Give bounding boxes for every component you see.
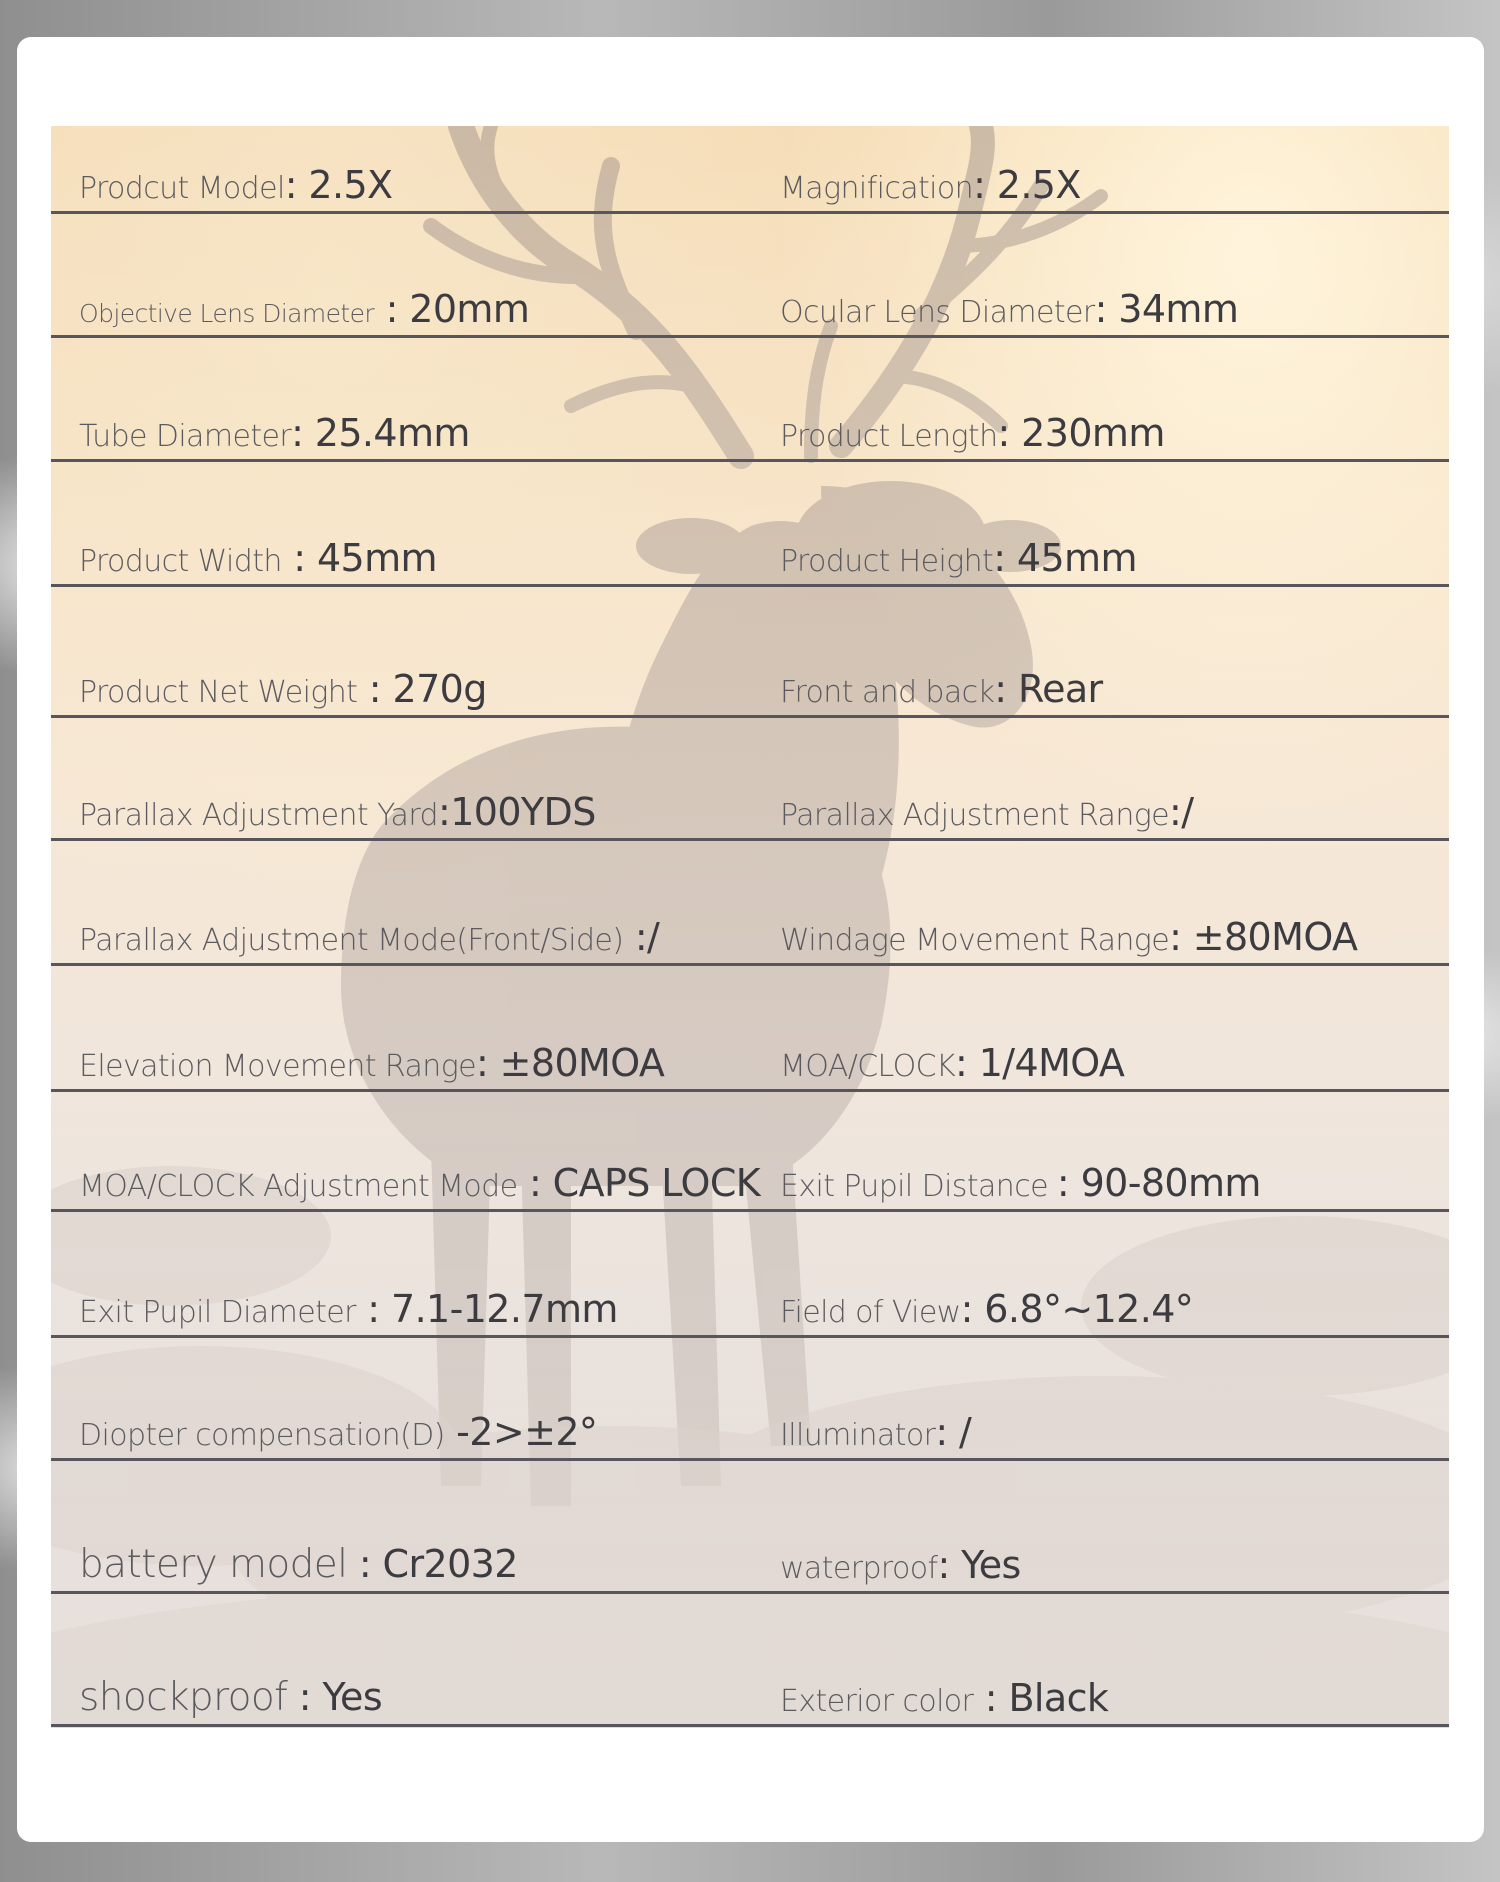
spec-card	[17, 37, 1484, 1842]
spec-value: : 45mm	[993, 536, 1137, 580]
spec-table	[51, 126, 1449, 1728]
spec-right-cell	[780, 536, 1137, 580]
spec-label: Front and back	[780, 675, 995, 710]
spec-label: Field of View	[780, 1295, 961, 1330]
spec-left-cell	[79, 790, 596, 834]
spec-right-cell	[780, 915, 1357, 959]
spec-value: : Rear	[994, 667, 1103, 711]
spec-right-cell	[780, 1041, 1124, 1085]
spec-label: Product Net Weight	[79, 675, 358, 710]
spec-right-cell	[780, 163, 1081, 207]
spec-label: Ocular Lens Diameter	[780, 295, 1095, 330]
spec-value: : 34mm	[1094, 287, 1239, 331]
spec-row	[51, 1461, 1449, 1594]
spec-value: :/	[1169, 790, 1194, 834]
spec-right-cell	[780, 1161, 1261, 1205]
spec-right-cell	[780, 1410, 971, 1454]
spec-label: Elevation Movement Range	[79, 1049, 476, 1084]
spec-left-cell	[79, 1542, 518, 1587]
spec-right-cell	[780, 1287, 1193, 1331]
spec-left-cell	[79, 1161, 760, 1205]
spec-left-cell	[79, 1410, 597, 1454]
spec-value: : Yes	[937, 1543, 1021, 1587]
spec-left-cell	[79, 1041, 664, 1085]
spec-left-cell	[79, 536, 437, 580]
spec-label: Illuminator	[780, 1418, 936, 1453]
spec-right-cell	[780, 1676, 1108, 1720]
spec-label: Parallax Adjustment Mode(Front/Side)	[79, 923, 624, 958]
spec-row	[51, 126, 1449, 214]
spec-value: : 25.4mm	[291, 411, 470, 455]
spec-left-cell	[79, 1675, 382, 1720]
spec-value: : 6.8°~12.4°	[960, 1287, 1194, 1331]
spec-right-cell	[780, 667, 1103, 711]
spec-label: Objective Lens Diameter	[79, 299, 375, 328]
spec-label: Exterior color	[780, 1684, 974, 1719]
spec-value: : 45mm	[281, 536, 437, 580]
spec-label: waterproof	[780, 1551, 938, 1586]
spec-row	[51, 1212, 1449, 1338]
spec-label: Diopter compensation(D)	[79, 1418, 445, 1453]
spec-value: : 20mm	[374, 287, 530, 331]
spec-value: : 1/4MOA	[955, 1041, 1125, 1085]
spec-value: : 230mm	[997, 411, 1165, 455]
spec-value: : ±80MOA	[475, 1041, 665, 1085]
spec-value: : 2.5X	[973, 163, 1081, 207]
spec-left-cell	[79, 1287, 618, 1331]
spec-label: shockproof	[79, 1675, 288, 1720]
spec-value: : Black	[973, 1676, 1109, 1720]
spec-value: :/	[623, 915, 660, 959]
spec-value: : 270g	[357, 667, 487, 711]
spec-value: -2>±2°	[444, 1410, 598, 1454]
spec-left-cell	[79, 287, 529, 331]
spec-value: : 90-80mm	[1056, 1161, 1261, 1205]
spec-row	[51, 1338, 1449, 1461]
spec-label: Parallax Adjustment Yard	[79, 798, 438, 833]
spec-row	[51, 1594, 1449, 1727]
spec-label: MOA/CLOCK Adjustment Mode	[79, 1169, 518, 1204]
spec-label: Product Width	[79, 544, 282, 579]
spec-value: : CAPS LOCK	[517, 1161, 761, 1205]
spec-label: Parallax Adjustment Range	[780, 798, 1170, 833]
spec-label: Product Height	[780, 544, 994, 579]
spec-value: : /	[935, 1410, 972, 1454]
spec-row	[51, 587, 1449, 718]
spec-label: battery model	[79, 1542, 348, 1587]
spec-value: :100YDS	[438, 790, 596, 834]
spec-value: : Cr2032	[347, 1542, 518, 1586]
spec-label: Exit Pupil Diameter	[79, 1295, 356, 1330]
spec-row	[51, 718, 1449, 841]
spec-right-cell	[780, 287, 1238, 331]
spec-label: Windage Movement Range	[780, 923, 1170, 958]
spec-label: Magnification	[780, 171, 974, 206]
spec-right-cell	[780, 411, 1165, 455]
spec-row	[51, 966, 1449, 1092]
spec-left-cell	[79, 163, 392, 207]
spec-row	[51, 1092, 1449, 1212]
spec-left-cell	[79, 411, 470, 455]
spec-label: MOA/CLOCK	[780, 1049, 956, 1084]
spec-right-cell	[780, 790, 1193, 834]
spec-left-cell	[79, 915, 659, 959]
spec-row	[51, 338, 1449, 462]
stag-background-photo	[51, 126, 1449, 1728]
spec-value: : 7.1-12.7mm	[355, 1287, 618, 1331]
spec-label: Prodcut Model	[79, 171, 285, 206]
spec-row	[51, 462, 1449, 587]
spec-left-cell	[79, 667, 487, 711]
spec-row	[51, 214, 1449, 338]
spec-label: Product Length	[780, 419, 998, 454]
spec-right-cell	[780, 1543, 1021, 1587]
spec-row	[51, 841, 1449, 966]
spec-value: : 2.5X	[284, 163, 393, 207]
spec-value: : ±80MOA	[1169, 915, 1358, 959]
spec-label: Tube Diameter	[79, 419, 292, 454]
spec-label: Exit Pupil Distance	[780, 1169, 1057, 1204]
spec-value: : Yes	[287, 1675, 383, 1719]
